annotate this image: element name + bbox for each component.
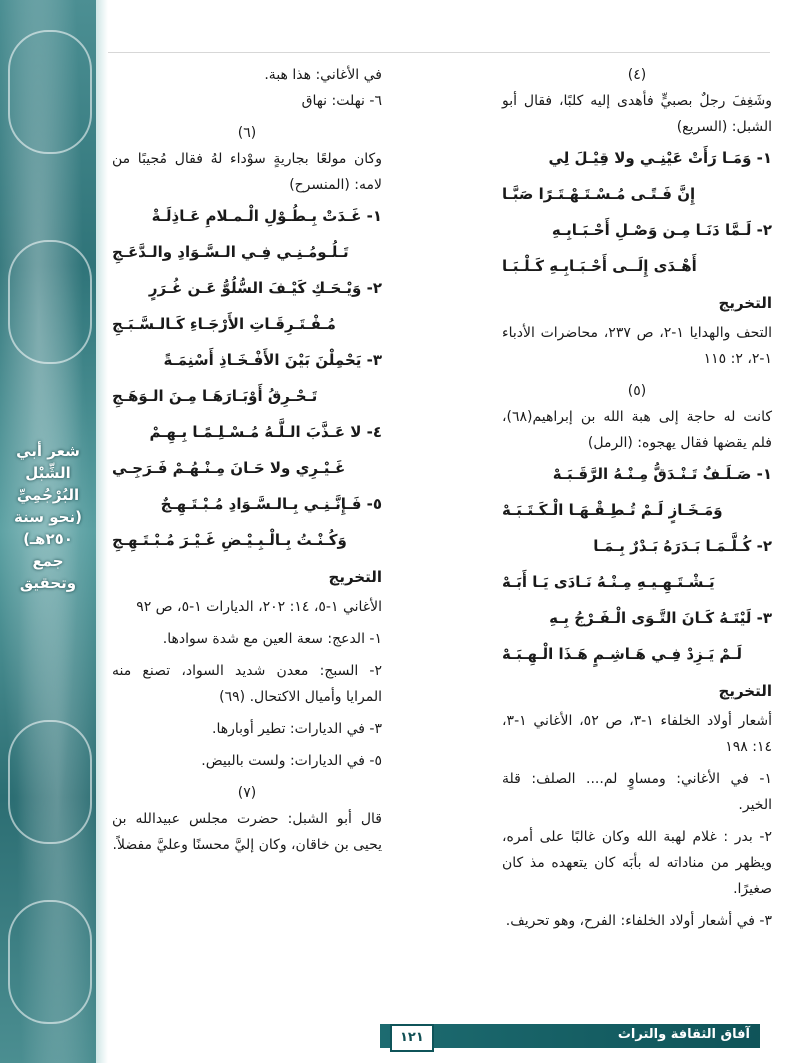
- decorative-side-band: [0, 0, 96, 1063]
- footnote: ٦- نهلت: نهاق: [301, 93, 382, 109]
- ornament-shape: [8, 720, 92, 844]
- poem-number: (٦): [237, 125, 257, 141]
- verse-first-half: ٤- لا عَـذَّبَ الـلَّـهُ مُـسْـلِـمًـا بِـهِـمْ: [149, 423, 382, 441]
- poem-intro: وشَغِفَ رجلٌ بصبيٍّ فأهدى إليه كلبًا، فقال أبو الشبل: (السريع): [502, 93, 772, 135]
- verse-second-half: لَـمْ يَـزِدْ فِـي هَـاشِـمٍ هَـذَا الْـهِـبَـهْ: [502, 645, 742, 663]
- footnote: ٢- بدر : غلام لهبة الله وكان غالبًا على أمره، ويظهر من مناداته له بأبَه كان يتعهده مذ كان صغيرًا.: [502, 829, 772, 897]
- verse-first-half: ٣- لَيْتَـهُ كَـانَ التَّـوَى الْـفَـرْجُ بِـهِ: [549, 609, 772, 627]
- poem-number: (٧): [237, 785, 257, 801]
- ornament-shape: [8, 900, 92, 1024]
- footnote: ٣- في أشعار أولاد الخلفاء: الفرح، وهو تحريف.: [505, 913, 772, 929]
- footnote: ١- الدعج: سعة العين مع شدة سوادها.: [162, 631, 382, 647]
- poem-intro: كانت له حاجة إلى هبة الله بن إبراهيم(٦٨)، فلم يقضها فقال يهجوه: (الرمل): [502, 409, 772, 451]
- footnote: ٣- في الديارات: تطير أوبارها.: [212, 721, 382, 737]
- citation-text: أشعار أولاد الخلفاء ١-٣، ص ٥٢، الأغاني ١-٣، ١٤: ١٩٨: [502, 713, 772, 755]
- verse-second-half: إِنَّ فَـتًـى مُـسْـتَـهْـتَـرًا صَبَّـا: [502, 185, 696, 203]
- footer-bar: [380, 1024, 760, 1048]
- verse-second-half: تَـحْـرِقُ أَوْبَـارَهَـا مِـنَ الـوَهَـجِ: [112, 387, 318, 405]
- poem-intro: قال أبو الشبل: حضرت مجلس عبيدالله بن يحيى بن خاقان، وكان إليَّ محسنًا وعليَّ مفضلاً.: [112, 811, 382, 853]
- verse-first-half: ٢- وَيْـحَـكِ كَيْـفَ السُّلُوُّ عَـن غُـرَرٍ: [148, 279, 382, 297]
- footnote: ٥- في الديارات: ولست بالبيض.: [201, 753, 382, 769]
- verse-first-half: ٥- فَـإِنَّـنِـي بِـالـسَّـوَادِ مُـبْـتَـهِـجٌ: [160, 495, 382, 513]
- verse-first-half: ١- وَمَـا رَأَتْ عَيْنِـي ولا قِيْـلَ لِي: [548, 149, 772, 167]
- section-heading: التخريج: [328, 568, 382, 586]
- poem-number: (٤): [627, 67, 647, 83]
- footnote: ٢- السبج: معدن شديد السواد، تصنع منه المرايا وأميال الاكتحال. (٦٩): [112, 663, 382, 705]
- verse-first-half: ١- صَـلَـفٌ تَـنْـدَقُّ مِـنْـهُ الرَّقَـبَـهْ: [552, 465, 772, 483]
- footnote: في الأغاني: هذا هبة.: [264, 67, 382, 83]
- citation-text: الأغاني ١-٥، ١٤: ٢٠٢، الديارات ١-٥، ص ٩٢: [136, 599, 382, 615]
- verse-second-half: أَهْـدَى إِلَــى أَحْـبَـابِـهِ كَـلْـبَـا: [502, 257, 697, 275]
- verse-first-half: ٢- كُـلَّـمَـا بَـدَرَهُ بَـدْرٌ بِـمَـا: [593, 537, 772, 555]
- ornament-shape: [8, 240, 92, 364]
- verse-second-half: وَمَـخَـازٍ لَـمْ تُـطِـقْـهَـا الْـكَـتَـبَـهْ: [502, 501, 723, 519]
- verse-second-half: غَـيْـرِي ولا حَـانَ مِـنْـهُـمْ فَـرَجِـي: [112, 459, 346, 477]
- right-column: [502, 62, 772, 940]
- side-fade: [96, 0, 108, 1063]
- poem-number: (٥): [627, 383, 647, 399]
- verse-first-half: ٣- يَحْمِلْنَ بَيْنَ الأَفْـخَـاذِ أَسْنِمَـةً: [163, 351, 382, 369]
- footnote: ١- في الأغاني: ومساوٍ لم.... الصلف: قلة الخير.: [502, 771, 772, 813]
- verse-second-half: يَـشْـتَـهِـيـهِ مِـنْـهُ نَـادَى يَـا أَبَـهْ: [502, 573, 715, 591]
- journal-title: آفاق الثقافة والتراث: [617, 1027, 750, 1042]
- left-column: [112, 62, 382, 858]
- page-number: ١٢١: [390, 1024, 434, 1052]
- section-heading: التخريج: [718, 682, 772, 700]
- citation-text: التحف والهدايا ١-٢، ص ٢٣٧، محاضرات الأدباء ١-٢، ٢: ١١٥: [502, 325, 772, 367]
- poem-intro: وكان مولعًا بجاريةٍ سوْداء لهُ فقال مُجيبًا من لامه: (المنسرح): [112, 151, 382, 193]
- ornament-shape: [8, 30, 92, 154]
- section-heading: التخريج: [718, 294, 772, 312]
- verse-second-half: مُـفْـتَـرِقَـاتِ الأَرْجَـاءِ كَـالـسَّـبَـجِ: [112, 315, 336, 333]
- book-title-side-label: شعر أبي الشِّبْل البُرْجُمِيِّ (نحو سنة ٢٥٠هـ) جمع وتحقيق: [14, 442, 82, 592]
- verse-second-half: تَـلُـومُـنِـي فِـي الـسَّـوَادِ والـدَّعَـجِ: [112, 243, 349, 261]
- verse-second-half: وَكُـنْـتُ بِـالْـبِـيْـضِ غَـيْـرَ مُـبْـتَـهِـجِ: [112, 531, 347, 549]
- verse-first-half: ٢- لَـمَّا دَنَـا مِـن وَصْـلِ أَحْـبَـابِـهِ: [551, 221, 772, 239]
- verse-first-half: ١- غَـدَتْ بِـطُـوْلِ الْـمـلامِ عَـاذِلَـةْ: [151, 207, 382, 225]
- top-rule: [108, 52, 770, 53]
